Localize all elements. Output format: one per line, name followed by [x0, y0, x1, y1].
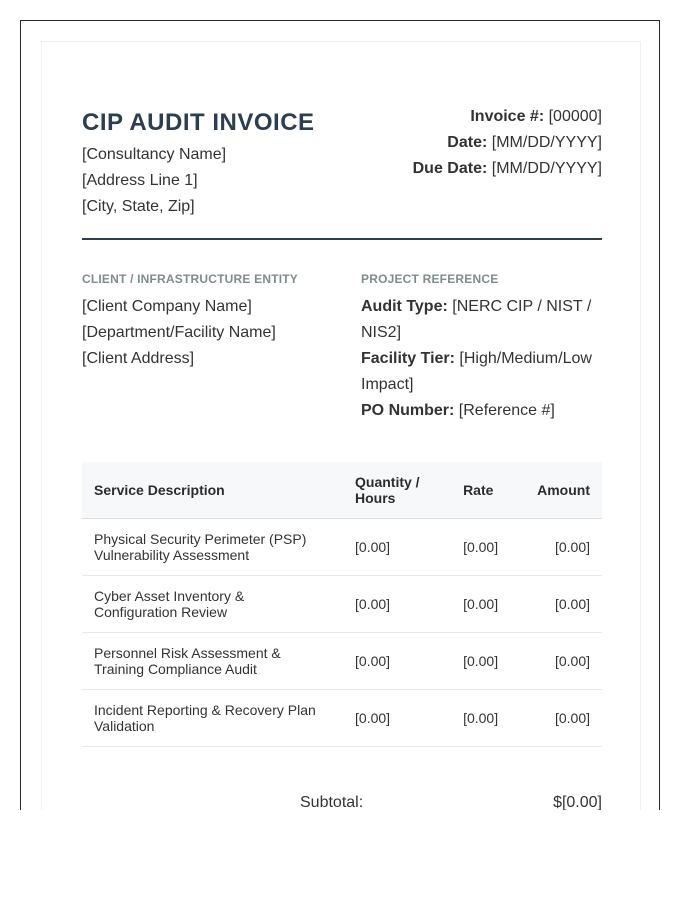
row-quantity: [0.00] [343, 690, 451, 747]
invoice-paper [41, 41, 641, 810]
table-row [82, 690, 602, 747]
invoice-title: CIP AUDIT INVOICE [82, 109, 315, 136]
invoice-date-value: [MM/DD/YYYY] [491, 134, 602, 151]
totals-section [82, 747, 602, 810]
invoice-date-label: Date: [447, 134, 488, 151]
row-description: Incident Reporting & Recovery Plan Validation [82, 690, 343, 747]
client-department: [Department/Facility Name] [82, 324, 276, 341]
table-header-row [82, 462, 602, 519]
client-address: [Client Address] [82, 350, 195, 367]
row-description: Physical Security Perimeter (PSP) Vulnerability Assessment [82, 519, 343, 576]
consultancy-info [82, 142, 226, 220]
document-frame [20, 20, 660, 810]
header-rate: Rate [463, 482, 494, 498]
row-amount: [0.00] [520, 519, 602, 576]
row-rate: [0.00] [451, 690, 520, 747]
header-amount: Amount [537, 482, 590, 498]
audit-type-row [361, 294, 602, 346]
consultancy-city-state-zip: [City, State, Zip] [82, 198, 195, 215]
po-number-row [361, 398, 602, 424]
invoice-date-row [413, 130, 602, 156]
invoice-content [82, 82, 602, 810]
po-number-label: PO Number: [361, 402, 455, 419]
table-row [82, 519, 602, 576]
services-table [82, 462, 602, 747]
subtotal-value: $[0.00] [553, 794, 602, 810]
invoice-number-row [413, 104, 602, 130]
header-description: Service Description [94, 482, 225, 498]
facility-tier-value: [High/Medium/Low Impact] [361, 350, 592, 393]
invoice-meta [413, 104, 602, 182]
client-heading: CLIENT / INFRASTRUCTURE ENTITY [82, 272, 298, 286]
project-lines [361, 294, 602, 424]
parties-section [82, 240, 602, 462]
consultancy-address-line: [Address Line 1] [82, 172, 198, 189]
header-quantity: Quantity / Hours [355, 474, 420, 506]
invoice-due-date-label: Due Date: [412, 160, 488, 177]
invoice-number-value: [00000] [548, 108, 602, 125]
invoice-due-date-row [413, 156, 602, 182]
row-description: Personnel Risk Assessment & Training Compliance Audit [82, 633, 343, 690]
consultancy-name: [Consultancy Name] [82, 146, 227, 163]
row-amount: [0.00] [520, 690, 602, 747]
facility-tier-row [361, 346, 602, 398]
row-rate: [0.00] [451, 519, 520, 576]
project-block [361, 272, 602, 424]
row-amount: [0.00] [520, 633, 602, 690]
client-lines [82, 294, 342, 372]
table-row [82, 576, 602, 633]
po-number-value: [Reference #] [458, 402, 555, 419]
row-quantity: [0.00] [343, 519, 451, 576]
table-row [82, 633, 602, 690]
audit-type-label: Audit Type: [361, 298, 448, 315]
row-rate: [0.00] [451, 576, 520, 633]
row-rate: [0.00] [451, 633, 520, 690]
audit-type-value: [NERC CIP / NIST / NIS2] [361, 298, 592, 341]
row-quantity: [0.00] [343, 633, 451, 690]
row-amount: [0.00] [520, 576, 602, 633]
subtotal-label: Subtotal: [300, 794, 364, 810]
facility-tier-label: Facility Tier: [361, 350, 455, 367]
invoice-number-label: Invoice #: [470, 108, 545, 125]
row-description: Cyber Asset Inventory & Configuration Review [82, 576, 343, 633]
client-company-name: [Client Company Name] [82, 298, 252, 315]
project-heading: PROJECT REFERENCE [361, 272, 499, 286]
invoice-header [82, 82, 602, 240]
invoice-due-date-value: [MM/DD/YYYY] [491, 160, 602, 177]
client-block [82, 272, 342, 372]
row-quantity: [0.00] [343, 576, 451, 633]
